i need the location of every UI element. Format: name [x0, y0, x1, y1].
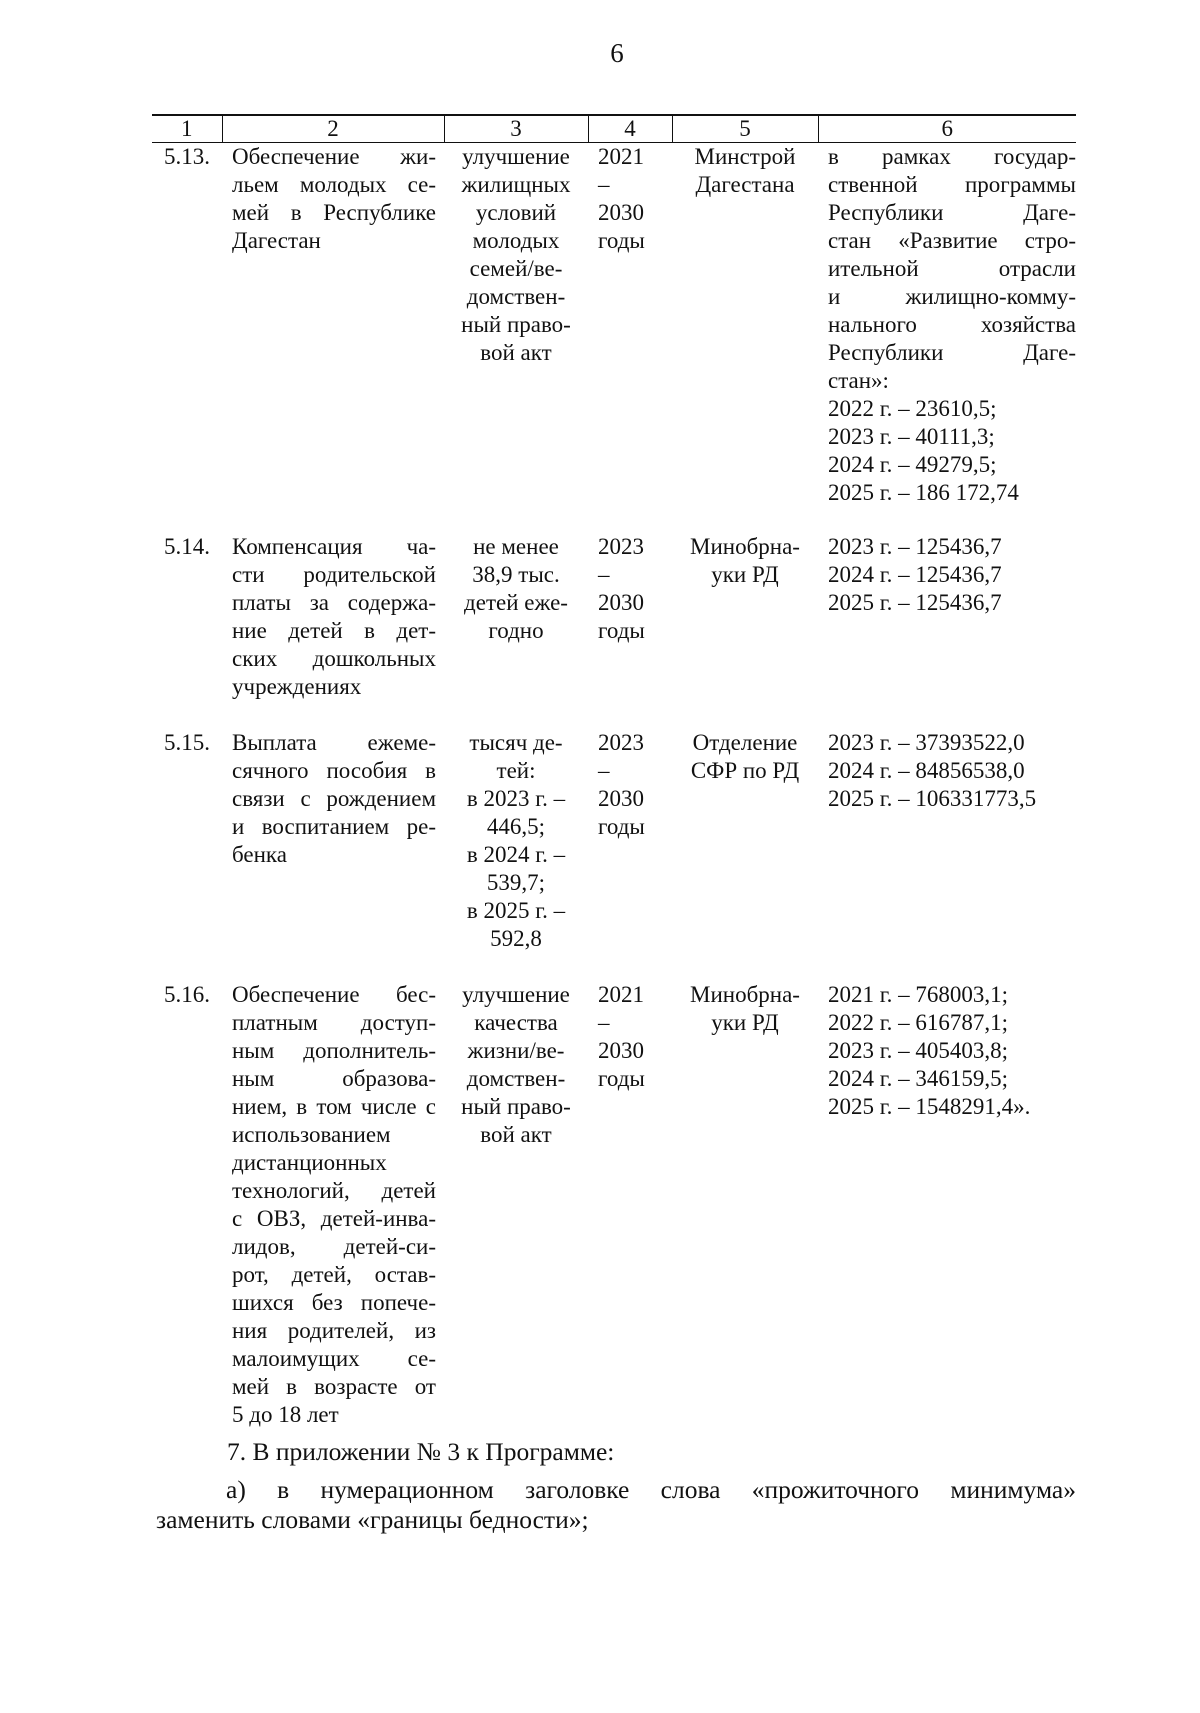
row-number: 5.16. [164, 981, 210, 1007]
header-col-2: 2 [222, 115, 444, 143]
period: 2023 – 2030 годы [598, 533, 645, 643]
measure-name: Выплата ежеме- сячного пособия в связи с рождением и воспитанием ре- бенка [232, 729, 436, 867]
table-row [152, 981, 1076, 1429]
header-col-4: 4 [588, 115, 672, 143]
executor: Минобрна- уки РД [690, 981, 800, 1035]
measure-name: Компенсация ча- сти родительской платы за содержа- ние детей в дет- ских дошкольных учреждениях [232, 533, 436, 699]
table-row [152, 729, 1076, 981]
expected-result: улучшение жилищных условий молодых семей/ве- домствен- ный право- вой акт [461, 144, 571, 365]
measure-name: Обеспечение бес- платным доступ- ным дополнитель- ным образова- нием, в том числе с использованием дистанционных технологий, детей с ОВЗ, детей-инва- лидов, детей-си- рот, детей, остав- шихся без попече- ния родителей, из малоимущих се- мей в возрасте от 5 до 18 лет [232, 981, 436, 1427]
period: 2023 – 2030 годы [598, 729, 645, 839]
expected-result: улучшение качества жизни/ве- домствен- ный право- вой акт [461, 981, 571, 1147]
table-header-row [152, 115, 1076, 143]
header-col-6: 6 [818, 115, 1076, 143]
program-table-wrapper [152, 114, 1076, 1429]
paragraph-item-a [156, 1475, 1076, 1535]
executor: Отделение СФР по РД [690, 729, 800, 783]
paragraph-item-a-line-1: а) в нумерационном заголовке слова «прожиточного минимума» [226, 1475, 1076, 1504]
row-number: 5.13. [164, 144, 210, 169]
table-row [152, 143, 1076, 533]
row-number: 5.15. [164, 729, 210, 755]
funding: 2023 г. – 37393522,0 2024 г. – 84856538,0 2025 г. – 106331773,5 [828, 729, 1037, 811]
funding: в рамках государ- ственной программы Республики Даге- стан «Развитие стро- ительной отрасли и жилищно-комму- нального хозяйства Республики Даге- стан»: 2022 г. – 23610,5; 2023 г. – 40111,3; 2024 г. – 49279,5; 2025 г. – 186 172,74 [828, 144, 1076, 505]
period: 2021 – 2030 годы [598, 981, 645, 1091]
funding: 2021 г. – 768003,1; 2022 г. – 616787,1; 2023 г. – 405403,8; 2024 г. – 346159,5; 2025 г. – 1548291,4». [828, 981, 1031, 1119]
period: 2021 – 2030 годы [598, 144, 645, 253]
program-table [152, 114, 1076, 1429]
page-number: 6 [610, 38, 624, 68]
header-col-3: 3 [444, 115, 588, 143]
header-col-5: 5 [672, 115, 818, 143]
paragraph-item-7: 7. В приложении № 3 к Программе: [227, 1437, 615, 1466]
executor: Минобрна- уки РД [690, 533, 800, 587]
header-col-1: 1 [152, 115, 222, 143]
executor: Минстрой Дагестана [694, 144, 796, 197]
table-row [152, 533, 1076, 729]
paragraph-item-a-line-2: заменить словами «границы бедности»; [156, 1505, 589, 1534]
measure-name: Обеспечение жи- льем молодых се- мей в Республике Дагестан [232, 144, 436, 253]
funding: 2023 г. – 125436,7 2024 г. – 125436,7 2025 г. – 125436,7 [828, 533, 1002, 615]
expected-result: тысяч де- тей: в 2023 г. – 446,5; в 2024 г. – 539,7; в 2025 г. – 592,8 [466, 729, 566, 951]
row-number: 5.14. [164, 533, 210, 559]
expected-result: не менее 38,9 тыс. детей еже- годно [464, 533, 568, 643]
